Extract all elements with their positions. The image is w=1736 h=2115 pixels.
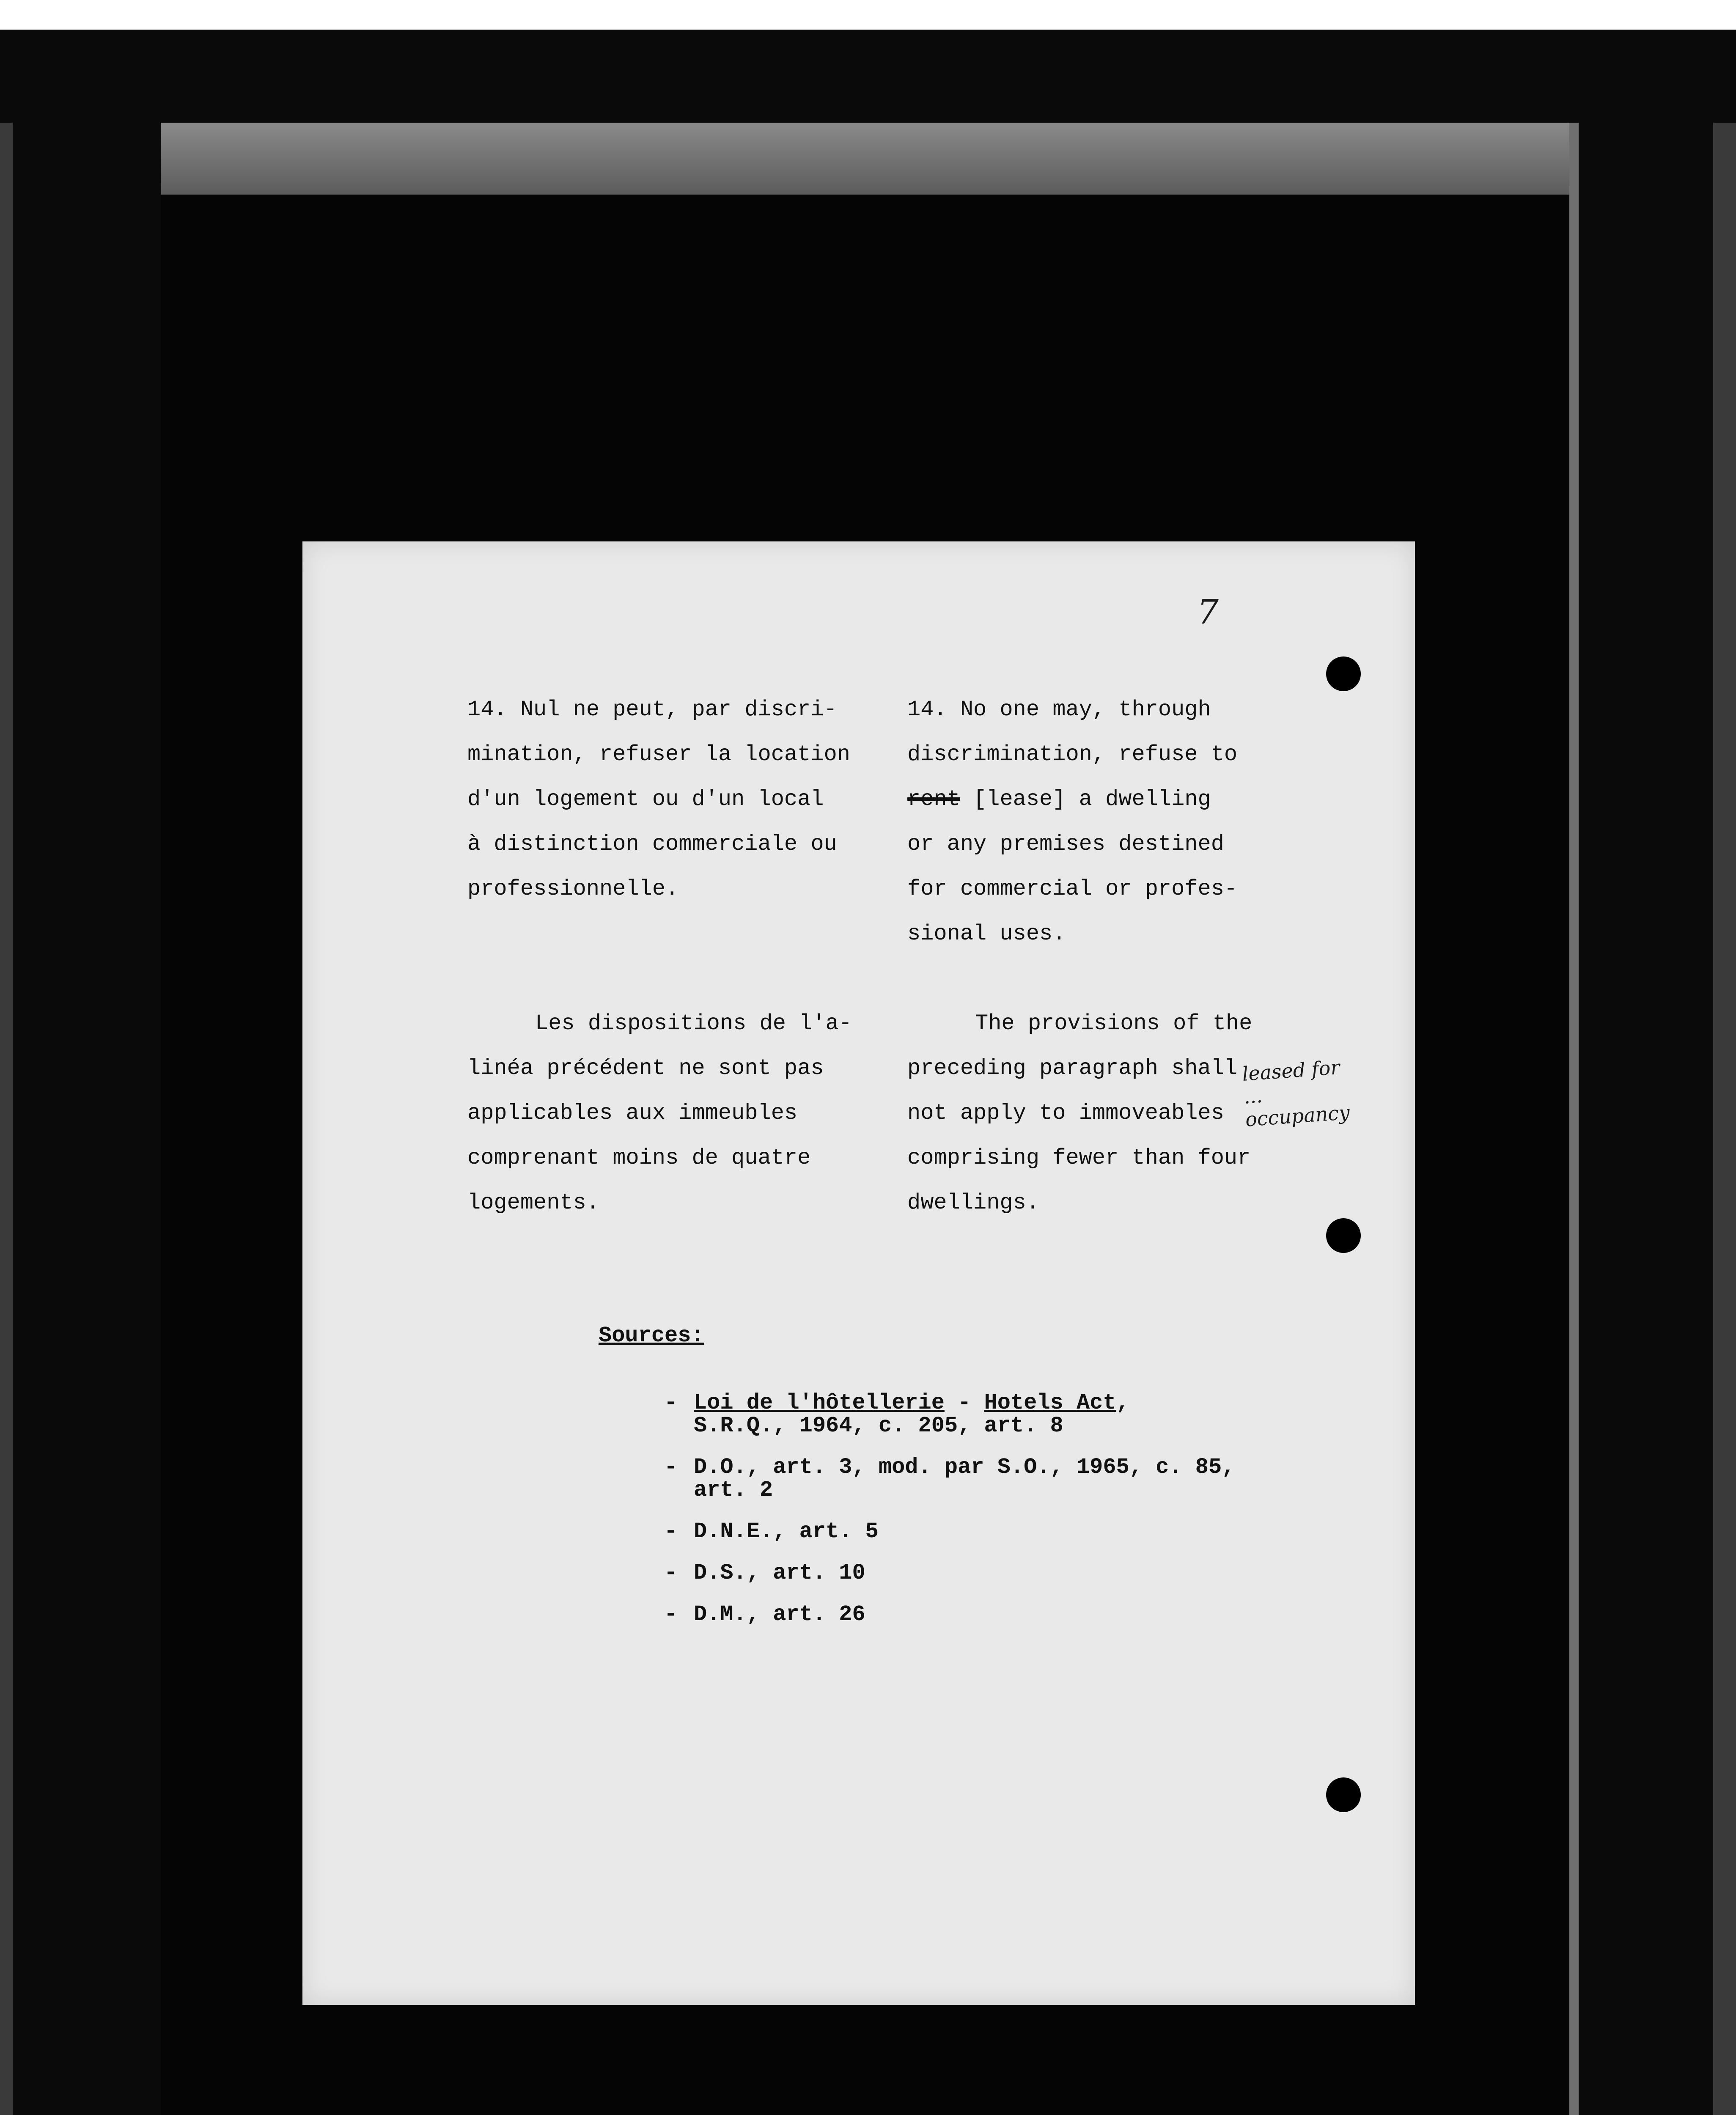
english-p1-line5: for commercial or profes- bbox=[907, 876, 1238, 901]
english-p1-line6: sional uses. bbox=[907, 921, 1066, 946]
source-text: D.S., art. 10 bbox=[694, 1560, 865, 1585]
punch-hole-middle bbox=[1326, 1218, 1361, 1253]
source-dash: - bbox=[664, 1519, 678, 1544]
punch-hole-bottom bbox=[1326, 1777, 1361, 1812]
source-item bbox=[664, 1456, 1299, 1502]
source-dash: - bbox=[664, 1602, 678, 1627]
page-number-mark: 7 bbox=[1197, 592, 1219, 632]
source-item bbox=[664, 1603, 1299, 1626]
struck-word: rent bbox=[907, 787, 960, 812]
source-text: D.O., art. 3, mod. par S.O., 1965, c. 85, art. 2 bbox=[694, 1455, 1235, 1502]
adjacent-frame-right bbox=[1713, 123, 1736, 2115]
source-dash: - bbox=[664, 1390, 678, 1415]
source-dash: - bbox=[664, 1455, 678, 1480]
handwritten-margin-note: leased for ... occupancy bbox=[1241, 1055, 1351, 1131]
sources-list bbox=[664, 1392, 1299, 1645]
source-text: D.M., art. 26 bbox=[694, 1602, 865, 1627]
source-dash: - bbox=[664, 1560, 678, 1585]
english-paragraph-2: The provisions of the preceding paragraph shall not apply to immoveables comprising fewer than four dwellings. bbox=[907, 1011, 1253, 1215]
english-paragraph-1 bbox=[907, 687, 1313, 956]
source-title-en: Hotels Act bbox=[984, 1390, 1116, 1415]
frame-top-strip bbox=[161, 123, 1569, 195]
french-paragraph-2: Les dispositions de l'a- linéa précédent ne sont pas applicables aux immeubles comprenant moins de quatre logements. bbox=[467, 1011, 852, 1215]
english-p1-line3: [lease] a dwelling bbox=[960, 787, 1211, 812]
english-p1-line4: or any premises destined bbox=[907, 832, 1224, 857]
french-column bbox=[467, 687, 873, 1225]
source-citation: , S.R.Q., 1964, c. 205, art. 8 bbox=[694, 1390, 1129, 1438]
french-paragraph-1: 14. Nul ne peut, par discri- mination, refuser la location d'un logement ou d'un local à distinction commerciale ou professionnelle. bbox=[467, 697, 850, 901]
source-title-fr: Loi de l'hôtellerie bbox=[694, 1390, 945, 1415]
source-separator: - bbox=[944, 1390, 984, 1415]
adjacent-frame-left bbox=[0, 123, 13, 2115]
english-column bbox=[907, 687, 1313, 1225]
punch-hole-top bbox=[1326, 656, 1361, 691]
source-text: D.N.E., art. 5 bbox=[694, 1519, 879, 1544]
sources-heading: Sources: bbox=[599, 1323, 704, 1348]
source-item bbox=[664, 1562, 1299, 1585]
english-p1-line2: discrimination, refuse to bbox=[907, 742, 1238, 767]
english-p1-line1: 14. No one may, through bbox=[907, 697, 1211, 722]
source-item bbox=[664, 1392, 1299, 1437]
source-item bbox=[664, 1520, 1299, 1543]
